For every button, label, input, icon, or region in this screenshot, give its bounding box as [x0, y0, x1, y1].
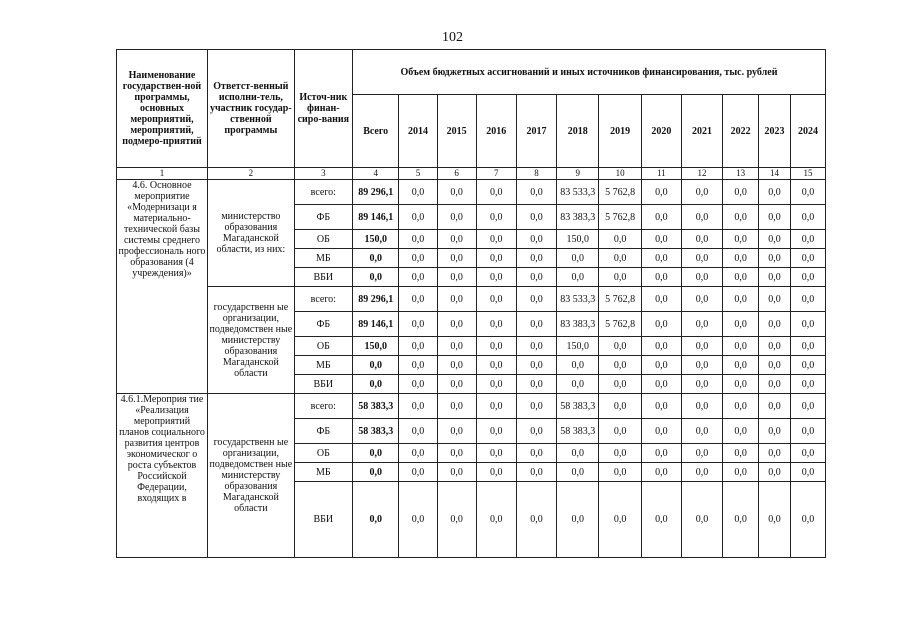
year-value-cell: 0,0: [476, 394, 516, 419]
total-cell: 89 296,1: [352, 287, 399, 312]
year-value-cell: 0,0: [641, 205, 681, 230]
header-year-2020: 2020: [641, 95, 681, 168]
year-value-cell: 0,0: [557, 482, 599, 558]
column-number: 3: [294, 168, 352, 180]
year-value-cell: 0,0: [723, 463, 759, 482]
year-value-cell: 0,0: [641, 463, 681, 482]
year-value-cell: 150,0: [557, 230, 599, 249]
total-cell: 58 383,3: [352, 419, 399, 444]
total-cell: 0,0: [352, 249, 399, 268]
year-value-cell: 0,0: [437, 180, 476, 205]
column-number: 12: [681, 168, 722, 180]
year-value-cell: 0,0: [476, 337, 516, 356]
year-value-cell: 0,0: [599, 375, 641, 394]
year-value-cell: 0,0: [790, 337, 825, 356]
total-cell: 150,0: [352, 230, 399, 249]
year-value-cell: 0,0: [437, 312, 476, 337]
year-value-cell: 0,0: [723, 394, 759, 419]
year-value-cell: 0,0: [790, 249, 825, 268]
year-value-cell: 0,0: [681, 419, 722, 444]
page-number: 102: [442, 30, 463, 45]
year-value-cell: 0,0: [516, 180, 556, 205]
year-value-cell: 0,0: [557, 463, 599, 482]
year-value-cell: 83 383,3: [557, 312, 599, 337]
year-value-cell: 0,0: [641, 482, 681, 558]
year-value-cell: 0,0: [437, 287, 476, 312]
year-value-cell: 0,0: [641, 268, 681, 287]
year-value-cell: 0,0: [759, 268, 791, 287]
year-value-cell: 5 762,8: [599, 205, 641, 230]
year-value-cell: 0,0: [516, 482, 556, 558]
year-value-cell: 0,0: [399, 287, 437, 312]
column-number: 1: [117, 168, 208, 180]
header-year-2018: 2018: [557, 95, 599, 168]
year-value-cell: 0,0: [516, 337, 556, 356]
header-year-2014: 2014: [399, 95, 437, 168]
year-value-cell: 0,0: [476, 356, 516, 375]
year-value-cell: 0,0: [681, 180, 722, 205]
header-year-2016: 2016: [476, 95, 516, 168]
year-value-cell: 0,0: [641, 375, 681, 394]
header-year-2021: 2021: [681, 95, 722, 168]
year-value-cell: 0,0: [759, 419, 791, 444]
year-value-cell: 0,0: [599, 444, 641, 463]
year-value-cell: 0,0: [437, 482, 476, 558]
year-value-cell: 0,0: [759, 463, 791, 482]
year-value-cell: 0,0: [759, 249, 791, 268]
year-value-cell: 0,0: [476, 375, 516, 394]
funding-source-cell: ОБ: [294, 337, 352, 356]
year-value-cell: 0,0: [681, 205, 722, 230]
funding-source-cell: МБ: [294, 356, 352, 375]
year-value-cell: 0,0: [437, 249, 476, 268]
year-value-cell: 0,0: [437, 463, 476, 482]
funding-source-cell: ВБИ: [294, 482, 352, 558]
year-value-cell: 0,0: [790, 268, 825, 287]
year-value-cell: 5 762,8: [599, 287, 641, 312]
funding-source-cell: ВБИ: [294, 375, 352, 394]
year-value-cell: 0,0: [599, 463, 641, 482]
column-number: 10: [599, 168, 641, 180]
year-value-cell: 0,0: [723, 249, 759, 268]
year-value-cell: 0,0: [599, 419, 641, 444]
year-value-cell: 0,0: [641, 337, 681, 356]
year-value-cell: 0,0: [476, 482, 516, 558]
header-year-2022: 2022: [723, 95, 759, 168]
column-number: 2: [207, 168, 294, 180]
year-value-cell: 0,0: [516, 312, 556, 337]
year-value-cell: 0,0: [759, 375, 791, 394]
header-year-2023: 2023: [759, 95, 791, 168]
year-value-cell: 0,0: [399, 337, 437, 356]
year-value-cell: 0,0: [399, 394, 437, 419]
year-value-cell: 0,0: [641, 287, 681, 312]
table-body: [117, 180, 826, 558]
total-cell: 0,0: [352, 375, 399, 394]
year-value-cell: 0,0: [759, 482, 791, 558]
year-value-cell: 0,0: [723, 180, 759, 205]
column-number: 4: [352, 168, 399, 180]
year-value-cell: 0,0: [476, 180, 516, 205]
year-value-cell: 0,0: [790, 419, 825, 444]
year-value-cell: 0,0: [759, 337, 791, 356]
year-value-cell: 0,0: [790, 312, 825, 337]
header-executor: Ответст-венный исполни-тель, участник государ-ственной программы: [207, 50, 294, 168]
year-value-cell: 58 383,3: [557, 394, 599, 419]
year-value-cell: 0,0: [759, 230, 791, 249]
year-value-cell: 0,0: [723, 419, 759, 444]
executor-cell: государственн ые организации, подведомствен ные министерству образования Магаданской области: [207, 394, 294, 558]
total-cell: 0,0: [352, 444, 399, 463]
year-value-cell: 0,0: [790, 463, 825, 482]
funding-source-cell: ФБ: [294, 205, 352, 230]
year-value-cell: 0,0: [557, 249, 599, 268]
year-value-cell: 0,0: [516, 444, 556, 463]
year-value-cell: 0,0: [557, 356, 599, 375]
table-row: [117, 180, 826, 205]
funding-source-cell: ВБИ: [294, 268, 352, 287]
year-value-cell: 0,0: [759, 356, 791, 375]
total-cell: 89 146,1: [352, 205, 399, 230]
column-number: 13: [723, 168, 759, 180]
column-number: 15: [790, 168, 825, 180]
program-name-cell: 4.6. Основное мероприятие «Модернизаци я материально-технической базы системы среднего профессиональ ного образования (4 учреждения)»: [117, 180, 208, 394]
program-name-cell: 4.6.1.Мероприя тие «Реализация мероприятий планов социального развития центров экономическог о роста субъектов Российской Федерации, входящих в: [117, 394, 208, 558]
funding-source-cell: МБ: [294, 249, 352, 268]
year-value-cell: 0,0: [516, 419, 556, 444]
header-financing-volume: Объем бюджетных ассигнований и иных источников финансирования, тыс. рублей: [352, 50, 825, 95]
year-value-cell: 0,0: [399, 463, 437, 482]
year-value-cell: 0,0: [476, 268, 516, 287]
year-value-cell: 0,0: [437, 268, 476, 287]
year-value-cell: 83 533,3: [557, 180, 599, 205]
year-value-cell: 0,0: [516, 249, 556, 268]
year-value-cell: 0,0: [790, 356, 825, 375]
year-value-cell: 0,0: [599, 356, 641, 375]
year-value-cell: 0,0: [681, 312, 722, 337]
header-year-2019: 2019: [599, 95, 641, 168]
table-header: [117, 50, 826, 180]
year-value-cell: 0,0: [599, 249, 641, 268]
column-number: 8: [516, 168, 556, 180]
year-value-cell: 0,0: [437, 444, 476, 463]
total-cell: 89 296,1: [352, 180, 399, 205]
year-value-cell: 0,0: [681, 375, 722, 394]
year-value-cell: 0,0: [723, 287, 759, 312]
year-value-cell: 0,0: [399, 375, 437, 394]
year-value-cell: 0,0: [476, 205, 516, 230]
total-cell: 0,0: [352, 356, 399, 375]
year-value-cell: 0,0: [681, 444, 722, 463]
year-value-cell: 0,0: [723, 356, 759, 375]
year-value-cell: 150,0: [557, 337, 599, 356]
year-value-cell: 0,0: [790, 205, 825, 230]
funding-source-cell: ФБ: [294, 312, 352, 337]
year-value-cell: 0,0: [476, 287, 516, 312]
year-value-cell: 0,0: [399, 249, 437, 268]
year-value-cell: 5 762,8: [599, 180, 641, 205]
year-value-cell: 0,0: [723, 482, 759, 558]
year-value-cell: 83 383,3: [557, 205, 599, 230]
year-value-cell: 0,0: [723, 205, 759, 230]
year-value-cell: 0,0: [759, 287, 791, 312]
year-value-cell: 0,0: [557, 375, 599, 394]
year-value-cell: 0,0: [516, 463, 556, 482]
year-value-cell: 0,0: [790, 180, 825, 205]
total-cell: 58 383,3: [352, 394, 399, 419]
year-value-cell: 0,0: [437, 375, 476, 394]
year-value-cell: 0,0: [599, 482, 641, 558]
year-value-cell: 0,0: [399, 356, 437, 375]
year-value-cell: 0,0: [681, 394, 722, 419]
year-value-cell: 0,0: [790, 287, 825, 312]
year-value-cell: 0,0: [681, 356, 722, 375]
funding-source-cell: ОБ: [294, 230, 352, 249]
year-value-cell: 0,0: [476, 419, 516, 444]
year-value-cell: 0,0: [681, 249, 722, 268]
total-cell: 150,0: [352, 337, 399, 356]
year-value-cell: 0,0: [437, 337, 476, 356]
year-value-cell: 0,0: [516, 394, 556, 419]
year-value-cell: 0,0: [723, 444, 759, 463]
table-row: [117, 287, 826, 312]
year-value-cell: 0,0: [599, 394, 641, 419]
total-cell: 0,0: [352, 268, 399, 287]
column-number: 9: [557, 168, 599, 180]
year-value-cell: 0,0: [723, 312, 759, 337]
year-value-cell: 0,0: [681, 287, 722, 312]
year-value-cell: 0,0: [790, 375, 825, 394]
funding-source-cell: всего:: [294, 394, 352, 419]
year-value-cell: 0,0: [723, 337, 759, 356]
column-numbers-row: [117, 168, 826, 180]
header-funding-source: Источ-ник финан-сиро-вания: [294, 50, 352, 168]
year-value-cell: 0,0: [437, 205, 476, 230]
year-value-cell: 0,0: [476, 312, 516, 337]
table-row: [117, 394, 826, 419]
year-value-cell: 0,0: [599, 230, 641, 249]
year-value-cell: 0,0: [557, 444, 599, 463]
header-year-2017: 2017: [516, 95, 556, 168]
year-value-cell: 0,0: [399, 444, 437, 463]
year-value-cell: 0,0: [599, 268, 641, 287]
year-value-cell: 0,0: [681, 230, 722, 249]
year-value-cell: 0,0: [723, 230, 759, 249]
header-total: Всего: [352, 95, 399, 168]
total-cell: 89 146,1: [352, 312, 399, 337]
year-value-cell: 0,0: [681, 463, 722, 482]
funding-source-cell: всего:: [294, 287, 352, 312]
year-value-cell: 0,0: [399, 205, 437, 230]
total-cell: 0,0: [352, 482, 399, 558]
year-value-cell: 0,0: [399, 419, 437, 444]
budget-table: [116, 49, 826, 558]
year-value-cell: 0,0: [516, 268, 556, 287]
year-value-cell: 0,0: [641, 249, 681, 268]
year-value-cell: 0,0: [516, 230, 556, 249]
year-value-cell: 0,0: [399, 268, 437, 287]
year-value-cell: 0,0: [437, 356, 476, 375]
year-value-cell: 0,0: [516, 375, 556, 394]
column-number: 14: [759, 168, 791, 180]
year-value-cell: 0,0: [759, 180, 791, 205]
year-value-cell: 0,0: [790, 394, 825, 419]
year-value-cell: 0,0: [399, 180, 437, 205]
year-value-cell: 0,0: [681, 268, 722, 287]
total-cell: 0,0: [352, 463, 399, 482]
year-value-cell: 0,0: [599, 337, 641, 356]
column-number: 6: [437, 168, 476, 180]
year-value-cell: 0,0: [516, 205, 556, 230]
year-value-cell: 0,0: [759, 444, 791, 463]
year-value-cell: 0,0: [641, 230, 681, 249]
year-value-cell: 0,0: [790, 482, 825, 558]
year-value-cell: 0,0: [641, 356, 681, 375]
header-year-2015: 2015: [437, 95, 476, 168]
year-value-cell: 0,0: [437, 230, 476, 249]
column-number: 5: [399, 168, 437, 180]
year-value-cell: 0,0: [723, 268, 759, 287]
year-value-cell: 0,0: [681, 337, 722, 356]
year-value-cell: 0,0: [641, 444, 681, 463]
year-value-cell: 0,0: [476, 463, 516, 482]
year-value-cell: 0,0: [516, 356, 556, 375]
year-value-cell: 58 383,3: [557, 419, 599, 444]
year-value-cell: 0,0: [516, 287, 556, 312]
year-value-cell: 0,0: [476, 230, 516, 249]
year-value-cell: 0,0: [759, 394, 791, 419]
year-value-cell: 0,0: [641, 180, 681, 205]
year-value-cell: 0,0: [641, 312, 681, 337]
year-value-cell: 0,0: [681, 482, 722, 558]
header-year-2024: 2024: [790, 95, 825, 168]
year-value-cell: 0,0: [759, 205, 791, 230]
header-program-name: Наименование государствен-ной программы, основных мероприятий, мероприятий, подмеро-приятий: [117, 50, 208, 168]
year-value-cell: 83 533,3: [557, 287, 599, 312]
year-value-cell: 0,0: [759, 312, 791, 337]
year-value-cell: 0,0: [399, 482, 437, 558]
year-value-cell: 0,0: [437, 419, 476, 444]
column-number: 11: [641, 168, 681, 180]
year-value-cell: 0,0: [399, 312, 437, 337]
year-value-cell: 0,0: [790, 230, 825, 249]
year-value-cell: 0,0: [790, 444, 825, 463]
funding-source-cell: всего:: [294, 180, 352, 205]
year-value-cell: 0,0: [557, 268, 599, 287]
year-value-cell: 0,0: [437, 394, 476, 419]
executor-cell: государственн ые организации, подведомствен ные министерству образования Магаданской области: [207, 287, 294, 394]
year-value-cell: 0,0: [723, 375, 759, 394]
executor-cell: министерство образования Магаданской области, из них:: [207, 180, 294, 287]
funding-source-cell: ОБ: [294, 444, 352, 463]
year-value-cell: 5 762,8: [599, 312, 641, 337]
year-value-cell: 0,0: [399, 230, 437, 249]
funding-source-cell: ФБ: [294, 419, 352, 444]
year-value-cell: 0,0: [476, 249, 516, 268]
column-number: 7: [476, 168, 516, 180]
funding-source-cell: МБ: [294, 463, 352, 482]
year-value-cell: 0,0: [476, 444, 516, 463]
year-value-cell: 0,0: [641, 419, 681, 444]
year-value-cell: 0,0: [641, 394, 681, 419]
